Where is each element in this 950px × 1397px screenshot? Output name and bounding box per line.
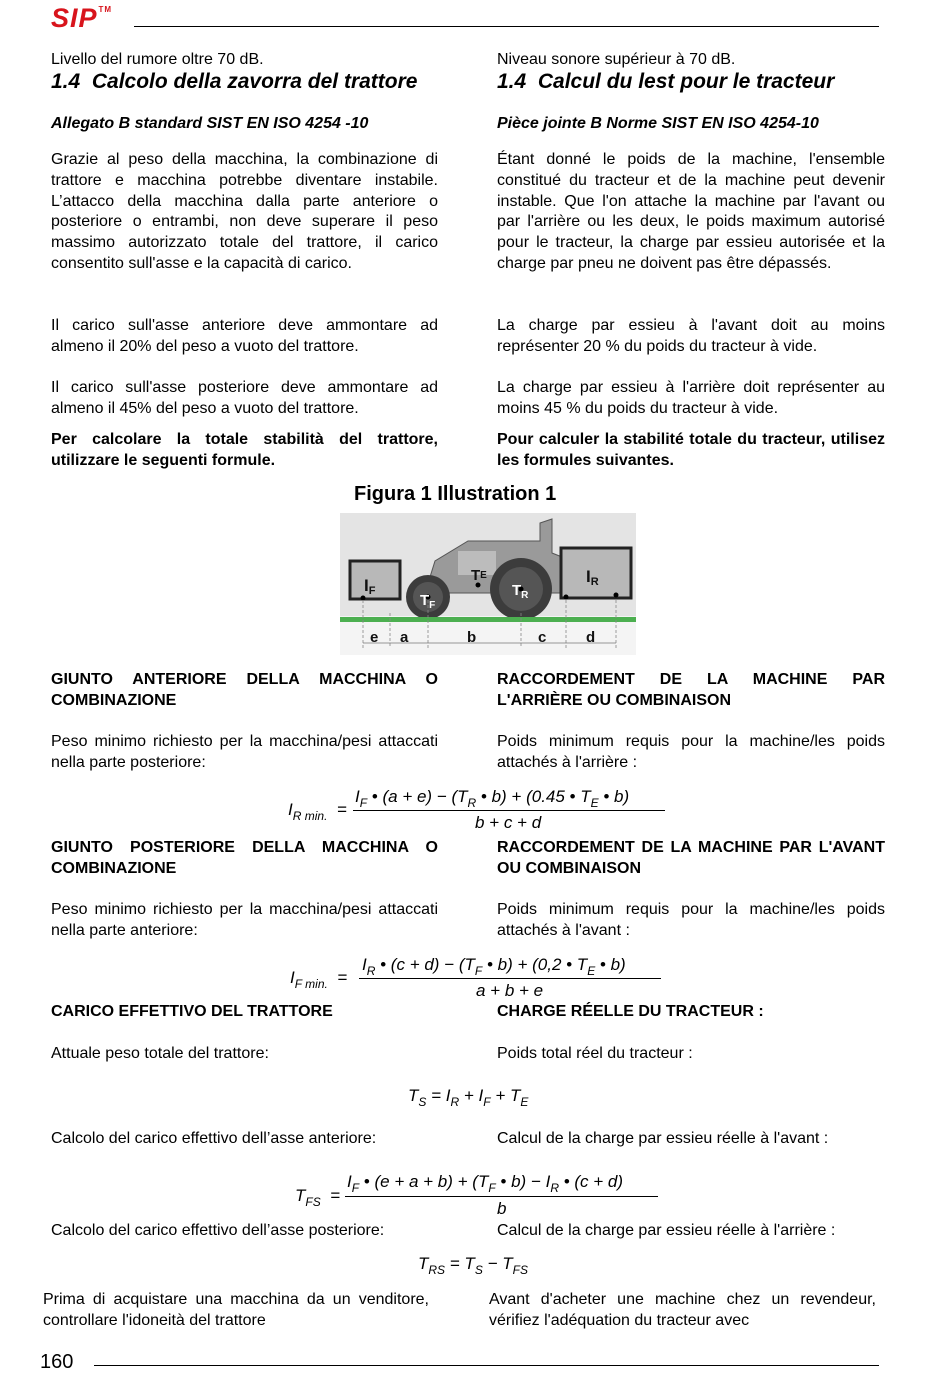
- paragraph-front-axle-calc-it: Calcolo del carico effettivo dell’asse anteriore:: [51, 1130, 377, 1147]
- formula-tfs-numerator: $I_F$ • $(e + a + b) + (T_F$ • $b) - I_R$ • (c + d): [347, 1172, 624, 1195]
- section-heading-it: 1.4 Calcolo della zavorra del trattore: [51, 70, 418, 93]
- page-number: 160: [40, 1351, 74, 1373]
- formula-if-min-denominator: a + b + e: [476, 981, 544, 1000]
- heading-front-joint-fr: RACCORDEMENT DE LA MACHINE PAR L'ARRIÈRE OU COMBINAISON: [497, 671, 885, 709]
- formula-ir-min-lhs: $I_{R min.}$ =: [288, 800, 347, 823]
- formula-if-min-lhs: $I_{F min.}$ =: [290, 968, 348, 991]
- heading-effective-load-it: CARICO EFFETTIVO DEL TRATTORE: [51, 1003, 333, 1020]
- paragraph-min-weight-front-fr: Poids minimum requis pour la machine/les poids attachés à l'avant :: [497, 901, 885, 939]
- annex-it: Allegato B standard SIST EN ISO 4254 -10: [51, 115, 369, 132]
- footer-rule: [94, 1365, 879, 1366]
- formula-if-min-numerator: $I_R$ • $(c + d) - (T_F$ • b) + (0,2 • $T_E$ • b): [362, 955, 626, 978]
- paragraph-formulas-it: Per calcolare la totale stabilità del trattore, utilizzare le seguenti formule.: [51, 431, 438, 469]
- heading-rear-joint-it: GIUNTO POSTERIORE DELLA MACCHINA O COMBINAZIONE: [51, 839, 438, 877]
- tractor-ballast-diagram: [340, 513, 636, 655]
- paragraph-min-weight-rear-it: Peso minimo richiesto per la macchina/pesi attaccati nella parte posteriore:: [51, 733, 438, 771]
- paragraph-rear-axle-it: Il carico sull'asse posteriore deve ammontare ad almeno il 45% del peso a vuoto del trattore.: [51, 379, 438, 417]
- formula-if-min-fraction-bar: [359, 978, 661, 979]
- dim-b: b: [467, 629, 477, 646]
- paragraph-rear-axle-calc-fr: Calcul de la charge par essieu réelle à l'arrière :: [497, 1222, 836, 1239]
- formula-ts: $T_S = I_R + I_F + T_E$: [408, 1086, 529, 1109]
- paragraph-stability-fr: Étant donné le poids de la machine, l'ensemble constitué du tracteur et de la machine peut devenir instable. Que l'on attache la machine par l'avant ou par l'arrière ou les deux, le poids maximum autorisé pour le tracteur, la charge par essieu autorisée et la charge par pneu ne doivent pas être dépassés.: [497, 151, 885, 272]
- paragraph-total-weight-fr: Poids total réel du tracteur :: [497, 1045, 693, 1062]
- paragraph-stability-it: Grazie al peso della macchina, la combinazione di trattore e macchina potrebbe diventare instabile. L’attacco della macchina dalla parte anteriore o posteriore o entrambi, non deve superare il peso massimo autorizzato totale del trattore, il carico consentito sull'asse e la capacità di carico.: [51, 151, 438, 272]
- formula-tfs-fraction-bar: [345, 1196, 658, 1197]
- label-ir: IR: [586, 567, 599, 588]
- dim-c: c: [538, 629, 547, 646]
- figure-title: Figura 1 Illustration 1: [354, 483, 557, 505]
- paragraph-front-axle-it: Il carico sull'asse anteriore deve ammontare ad almeno il 20% del peso a vuoto del trattore.: [51, 317, 438, 355]
- paragraph-front-axle-calc-fr: Calcul de la charge par essieu réelle à l'avant :: [497, 1130, 829, 1147]
- paragraph-formulas-fr: Pour calculer la stabilité totale du tracteur, utilisez les formules suivantes.: [497, 431, 885, 469]
- formula-ir-min-fraction-bar: [353, 810, 665, 811]
- formula-ir-min-denominator: b + c + d: [475, 813, 542, 832]
- sip-logo: SIP™: [51, 3, 113, 33]
- formula-tfs-denominator: b: [497, 1199, 507, 1218]
- heading-front-joint-it: GIUNTO ANTERIORE DELLA MACCHINA O COMBINAZIONE: [51, 671, 438, 709]
- section-heading-fr: 1.4 Calcul du lest pour le tracteur: [497, 70, 835, 93]
- paragraph-front-axle-fr: La charge par essieu à l'avant doit au moins représenter 20 % du poids du tracteur à vide.: [497, 317, 885, 355]
- paragraph-rear-axle-calc-it: Calcolo del carico effettivo dell’asse posteriore:: [51, 1222, 385, 1239]
- paragraph-min-weight-front-it: Peso minimo richiesto per la macchina/pesi attaccati nella parte anteriore:: [51, 901, 438, 939]
- paragraph-rear-axle-fr: La charge par essieu à l'arrière doit représenter au moins 45 % du poids du tracteur à vide.: [497, 379, 885, 417]
- label-te: TE: [471, 567, 487, 584]
- paragraph-total-weight-it: Attuale peso totale del trattore:: [51, 1045, 269, 1062]
- dim-d: d: [586, 629, 596, 646]
- heading-effective-load-fr: CHARGE RÉELLE DU TRACTEUR :: [497, 1003, 764, 1020]
- dim-a: a: [400, 629, 409, 646]
- noise-level-fr: Niveau sonore supérieur à 70 dB.: [497, 51, 736, 68]
- label-if: IF: [364, 576, 376, 597]
- formula-trs: $T_{RS} = T_S - T_{FS}$: [418, 1254, 528, 1277]
- paragraph-before-purchase-fr: Avant d'acheter une machine chez un revendeur, vérifiez l'adéquation du tracteur avec: [489, 1291, 876, 1329]
- header-rule: [134, 26, 879, 27]
- label-tf: $T_F$: [420, 592, 436, 611]
- formula-ir-min-numerator: $I_F$ • $(a + e) - (T_R$ • b) + (0.45 • $T_E$ • b): [355, 787, 630, 810]
- paragraph-before-purchase-it: Prima di acquistare una macchina da un venditore, controllare l'idoneità del trattore: [43, 1291, 429, 1329]
- label-tr: $T_R$: [512, 582, 529, 601]
- formula-tfs-lhs: $T_{FS}$ =: [295, 1186, 341, 1209]
- heading-rear-joint-fr: RACCORDEMENT DE LA MACHINE PAR L'AVANT OU COMBINAISON: [497, 839, 885, 877]
- annex-fr: Pièce jointe B Norme SIST EN ISO 4254-10: [497, 115, 819, 132]
- dim-e: e: [370, 629, 379, 646]
- paragraph-min-weight-rear-fr: Poids minimum requis pour la machine/les poids attachés à l'arrière :: [497, 733, 885, 771]
- noise-level-it: Livello del rumore oltre 70 dB.: [51, 51, 264, 68]
